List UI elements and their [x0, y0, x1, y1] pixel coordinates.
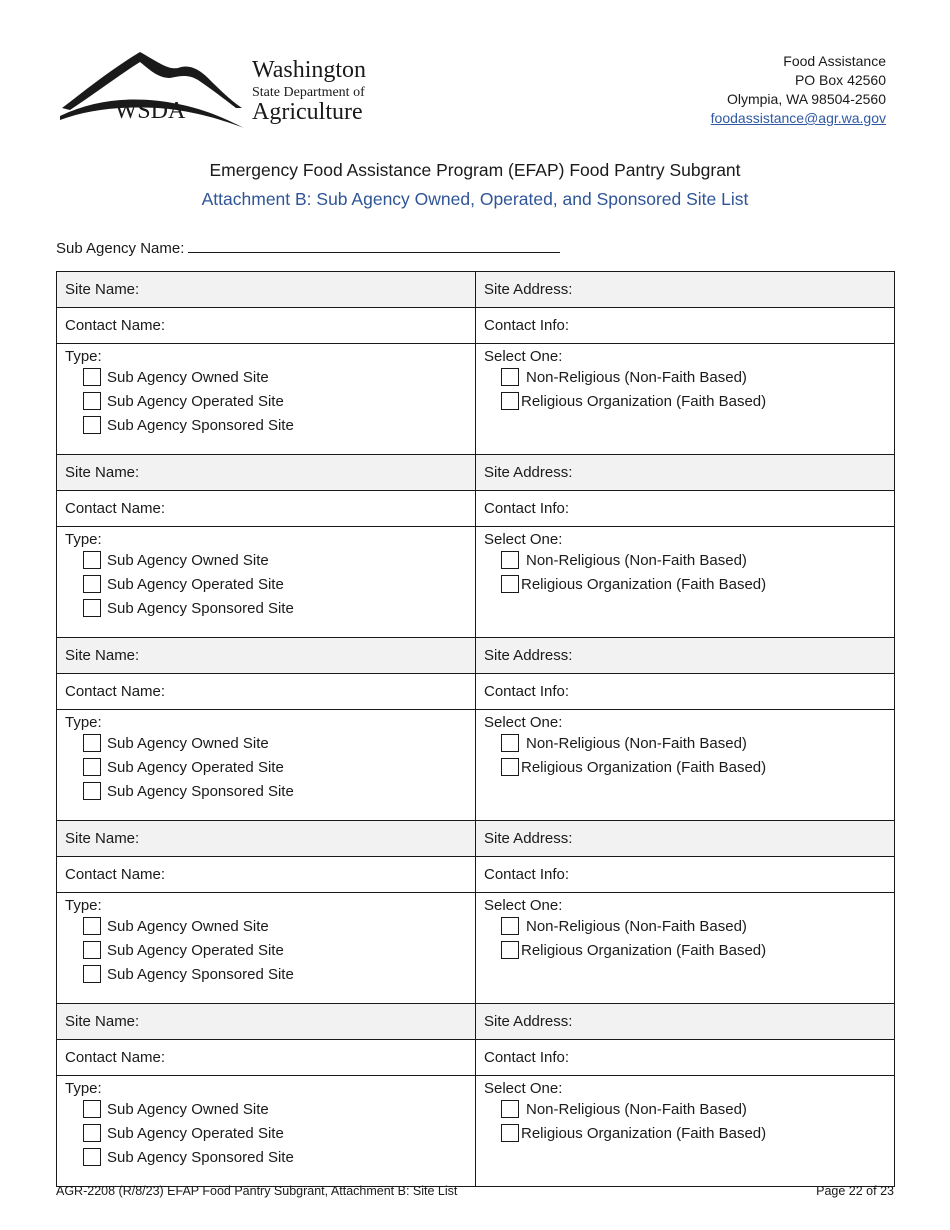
sponsored-checkbox[interactable]	[83, 416, 101, 434]
site-address-field[interactable]	[476, 455, 895, 491]
religious-label: Religious Organization (Faith Based)	[521, 392, 767, 410]
site-address-label: Site Address:	[484, 1013, 573, 1030]
select-one-label: Select One:	[484, 714, 563, 731]
site-address-field[interactable]	[476, 1004, 895, 1040]
contact-info-label: Contact Info:	[484, 1049, 570, 1066]
operated-label: Sub Agency Operated Site	[107, 392, 284, 410]
contact-row	[57, 674, 895, 710]
site-name-row	[57, 638, 895, 674]
address-line-3: Olympia, WA 98504-2560	[726, 91, 886, 107]
select-one-label: Select One:	[484, 1080, 563, 1097]
contact-name-label: Contact Name:	[65, 500, 166, 517]
agency-name	[252, 58, 366, 124]
site-name-label: Site Name:	[65, 830, 140, 847]
sponsored-label: Sub Agency Sponsored Site	[107, 416, 294, 434]
address-line-2: PO Box 42560	[794, 72, 886, 88]
faith-select-cell	[476, 893, 895, 1004]
religious-label: Religious Organization (Faith Based)	[521, 575, 767, 593]
non-religious-label: Non-Religious (Non-Faith Based)	[526, 551, 747, 569]
owned-label: Sub Agency Owned Site	[107, 1100, 269, 1118]
document-title: Emergency Food Assistance Program (EFAP) Food Pantry Subgrant	[209, 160, 741, 180]
site-name-field[interactable]	[57, 455, 476, 491]
owned-checkbox[interactable]	[83, 1100, 101, 1118]
agency-line1: Washington	[252, 57, 367, 83]
contact-row	[57, 857, 895, 893]
mailing-address	[711, 52, 886, 128]
contact-row	[57, 491, 895, 527]
non-religious-checkbox[interactable]	[501, 734, 519, 752]
operated-label: Sub Agency Operated Site	[107, 941, 284, 959]
document-subtitle: Attachment B: Sub Agency Owned, Operated, and Sponsored Site List	[201, 189, 749, 209]
contact-info-field[interactable]	[476, 491, 895, 527]
select-one-label: Select One:	[484, 348, 563, 365]
site-address-field[interactable]	[476, 272, 895, 308]
sponsored-option[interactable]	[83, 413, 467, 437]
agency-line2: State Department of	[252, 85, 365, 100]
sponsored-option[interactable]	[83, 779, 467, 803]
mountain-logo-graphic	[58, 48, 248, 132]
operated-label: Sub Agency Operated Site	[107, 575, 284, 593]
site-name-row	[57, 272, 895, 308]
site-name-row	[57, 1004, 895, 1040]
site-type-row	[57, 344, 895, 455]
contact-name-label: Contact Name:	[65, 317, 166, 334]
select-one-label: Select One:	[484, 897, 563, 914]
sponsored-checkbox[interactable]	[83, 782, 101, 800]
religious-option[interactable]	[501, 755, 886, 779]
contact-info-field[interactable]	[476, 308, 895, 344]
religious-option[interactable]	[501, 1121, 886, 1145]
religious-option[interactable]	[501, 389, 886, 413]
contact-name-field[interactable]	[57, 857, 476, 893]
owned-option[interactable]	[83, 548, 467, 572]
religious-label: Religious Organization (Faith Based)	[521, 758, 767, 776]
non-religious-checkbox[interactable]	[501, 368, 519, 386]
site-address-label: Site Address:	[484, 281, 573, 298]
faith-select-cell	[476, 1076, 895, 1187]
non-religious-checkbox[interactable]	[501, 551, 519, 569]
non-religious-option[interactable]	[501, 731, 886, 755]
religious-checkbox[interactable]	[501, 941, 519, 959]
faith-select-cell	[476, 344, 895, 455]
contact-info-field[interactable]	[476, 1040, 895, 1076]
sub-agency-name-field	[56, 238, 560, 257]
site-list-table	[56, 271, 895, 1187]
type-label: Type:	[65, 531, 102, 548]
site-type-row	[57, 893, 895, 1004]
site-type-row	[57, 527, 895, 638]
religious-checkbox[interactable]	[501, 758, 519, 776]
site-name-field[interactable]	[57, 821, 476, 857]
operated-checkbox[interactable]	[83, 392, 101, 410]
footer-page-number: Page 22 of 23	[816, 1184, 894, 1198]
site-type-cell	[57, 710, 476, 821]
contact-name-label: Contact Name:	[65, 866, 166, 883]
site-name-field[interactable]	[57, 272, 476, 308]
contact-info-label: Contact Info:	[484, 317, 570, 334]
site-type-cell	[57, 1076, 476, 1187]
owned-checkbox[interactable]	[83, 368, 101, 386]
sponsored-label: Sub Agency Sponsored Site	[107, 1148, 294, 1166]
sponsored-label: Sub Agency Sponsored Site	[107, 782, 294, 800]
religious-checkbox[interactable]	[501, 575, 519, 593]
contact-info-field[interactable]	[476, 674, 895, 710]
site-address-label: Site Address:	[484, 647, 573, 664]
operated-option[interactable]	[83, 1121, 467, 1145]
site-address-field[interactable]	[476, 638, 895, 674]
non-religious-label: Non-Religious (Non-Faith Based)	[526, 1100, 747, 1118]
site-name-row	[57, 821, 895, 857]
religious-label: Religious Organization (Faith Based)	[521, 1124, 767, 1142]
owned-checkbox[interactable]	[83, 734, 101, 752]
contact-info-field[interactable]	[476, 857, 895, 893]
sponsored-checkbox[interactable]	[83, 965, 101, 983]
type-label: Type:	[65, 348, 102, 365]
owned-label: Sub Agency Owned Site	[107, 917, 269, 935]
site-type-cell	[57, 344, 476, 455]
site-type-row	[57, 710, 895, 821]
owned-option[interactable]	[83, 914, 467, 938]
non-religious-option[interactable]	[501, 914, 886, 938]
contact-name-field[interactable]	[57, 308, 476, 344]
type-label: Type:	[65, 897, 102, 914]
site-address-label: Site Address:	[484, 464, 573, 481]
wsda-logo	[58, 48, 378, 132]
operated-option[interactable]	[83, 755, 467, 779]
sponsored-option[interactable]	[83, 962, 467, 986]
site-type-row	[57, 1076, 895, 1187]
site-name-label: Site Name:	[65, 647, 140, 664]
non-religious-option[interactable]	[501, 1097, 886, 1121]
owned-label: Sub Agency Owned Site	[107, 551, 269, 569]
contact-name-field[interactable]	[57, 674, 476, 710]
type-label: Type:	[65, 1080, 102, 1097]
religious-label: Religious Organization (Faith Based)	[521, 941, 767, 959]
operated-checkbox[interactable]	[83, 1124, 101, 1142]
site-name-label: Site Name:	[65, 1013, 140, 1030]
operated-label: Sub Agency Operated Site	[107, 758, 284, 776]
non-religious-option[interactable]	[501, 548, 886, 572]
owned-option[interactable]	[83, 365, 467, 389]
operated-checkbox[interactable]	[83, 575, 101, 593]
owned-checkbox[interactable]	[83, 551, 101, 569]
operated-option[interactable]	[83, 389, 467, 413]
sponsored-label: Sub Agency Sponsored Site	[107, 965, 294, 983]
logo-wsda-text: WSDA	[114, 98, 186, 124]
contact-name-label: Contact Name:	[65, 683, 166, 700]
operated-label: Sub Agency Operated Site	[107, 1124, 284, 1142]
faith-select-cell	[476, 527, 895, 638]
footer-form-id: AGR-2208 (R/8/23) EFAP Food Pantry Subgrant, Attachment B: Site List	[56, 1184, 458, 1198]
sub-agency-label: Sub Agency Name:	[56, 240, 185, 257]
sponsored-checkbox[interactable]	[83, 1148, 101, 1166]
operated-option[interactable]	[83, 572, 467, 596]
contact-name-field[interactable]	[57, 1040, 476, 1076]
religious-option[interactable]	[501, 938, 886, 962]
owned-option[interactable]	[83, 1097, 467, 1121]
sponsored-option[interactable]	[83, 1145, 467, 1169]
sponsored-checkbox[interactable]	[83, 599, 101, 617]
religious-option[interactable]	[501, 572, 886, 596]
contact-row	[57, 308, 895, 344]
sub-agency-name-blank[interactable]	[188, 238, 560, 253]
site-type-cell	[57, 893, 476, 1004]
non-religious-checkbox[interactable]	[501, 1100, 519, 1118]
site-name-row	[57, 455, 895, 491]
non-religious-label: Non-Religious (Non-Faith Based)	[526, 734, 747, 752]
site-name-label: Site Name:	[65, 464, 140, 481]
non-religious-option[interactable]	[501, 365, 886, 389]
religious-checkbox[interactable]	[501, 392, 519, 410]
site-name-field[interactable]	[57, 1004, 476, 1040]
site-type-cell	[57, 527, 476, 638]
site-name-label: Site Name:	[65, 281, 140, 298]
sponsored-option[interactable]	[83, 596, 467, 620]
select-one-label: Select One:	[484, 531, 563, 548]
religious-checkbox[interactable]	[501, 1124, 519, 1142]
site-address-field[interactable]	[476, 821, 895, 857]
contact-name-field[interactable]	[57, 491, 476, 527]
contact-info-label: Contact Info:	[484, 683, 570, 700]
owned-label: Sub Agency Owned Site	[107, 368, 269, 386]
operated-option[interactable]	[83, 938, 467, 962]
non-religious-label: Non-Religious (Non-Faith Based)	[526, 917, 747, 935]
site-name-field[interactable]	[57, 638, 476, 674]
contact-row	[57, 1040, 895, 1076]
owned-label: Sub Agency Owned Site	[107, 734, 269, 752]
operated-checkbox[interactable]	[83, 941, 101, 959]
site-address-label: Site Address:	[484, 830, 573, 847]
owned-checkbox[interactable]	[83, 917, 101, 935]
contact-info-label: Contact Info:	[484, 866, 570, 883]
sponsored-label: Sub Agency Sponsored Site	[107, 599, 294, 617]
contact-info-label: Contact Info:	[484, 500, 570, 517]
contact-name-label: Contact Name:	[65, 1049, 166, 1066]
type-label: Type:	[65, 714, 102, 731]
operated-checkbox[interactable]	[83, 758, 101, 776]
non-religious-label: Non-Religious (Non-Faith Based)	[526, 368, 747, 386]
owned-option[interactable]	[83, 731, 467, 755]
non-religious-checkbox[interactable]	[501, 917, 519, 935]
email-link[interactable]: foodassistance@agr.wa.gov	[710, 110, 886, 126]
faith-select-cell	[476, 710, 895, 821]
address-line-1: Food Assistance	[783, 53, 886, 69]
agency-line3: Agriculture	[252, 99, 363, 125]
